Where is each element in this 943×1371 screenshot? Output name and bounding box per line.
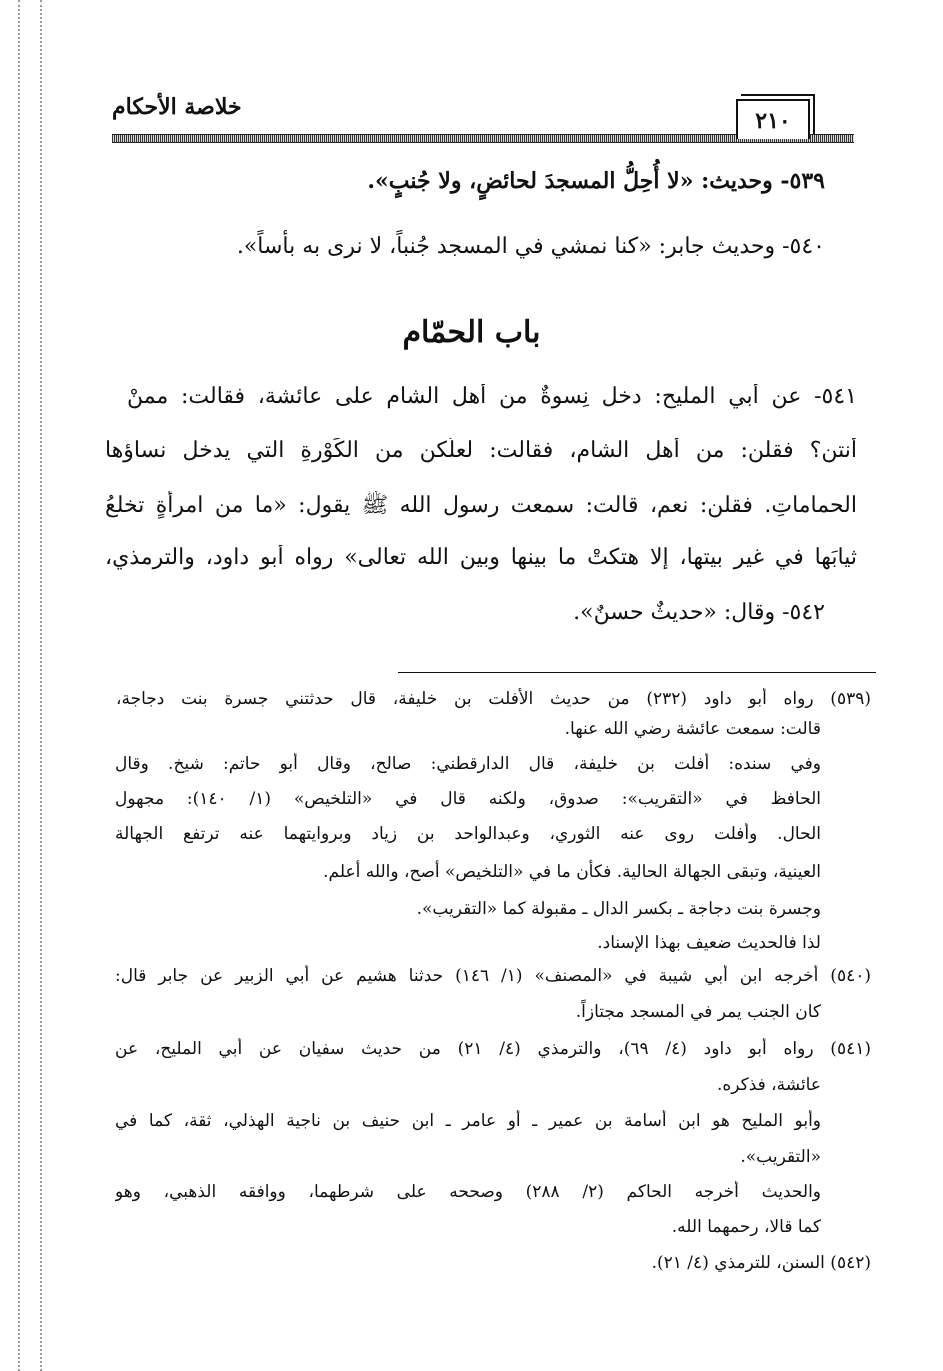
footnote-541-line-2: عائشة، فذكره. <box>716 1075 821 1095</box>
page-header <box>0 0 943 160</box>
footnote-539-line-2: قالت: سمعت عائشة رضي الله عنها. <box>564 719 821 739</box>
footnote-540-line-2: كان الجنب يمر في المسجد مجتازاً. <box>575 1002 821 1022</box>
chapter-title: باب الحمّام <box>402 315 541 350</box>
footnote-541-line-5: والحديث أخرجه الحاكم (٢/ ٢٨٨) وصححه على شرطهما، ووافقه الذهبي، وهو <box>115 1182 821 1202</box>
footnote-539-line-3: وفي سنده: أفلت بن خليفة، قال الدارقطني: صالح، وقال أبو حاتم: شيخ. وقال <box>115 754 821 774</box>
hadith-541-line-3: الحماماتِ. فقلن: نعم، قالت: سمعت رسول الله ﷺ يقول: «ما من امرأةٍ تخلعُ <box>105 493 857 518</box>
footnote-541-line-6: كما قالا، رحمهما الله. <box>671 1217 821 1237</box>
page-number: ٢١٠ <box>736 99 810 139</box>
footnote-separator <box>398 672 876 673</box>
footnote-541-line-4: «التقريب». <box>740 1147 821 1167</box>
footnote-539-line-1: (٥٣٩) رواه أبو داود (٢٣٢) من حديث الأفلت بن خليفة، قال حدثتني جسرة بنت دجاجة، <box>116 689 871 709</box>
footnote-541-line-3: وأبو المليح هو ابن أسامة بن عمير ـ أو عامر ـ ابن حنيف بن ناجية الهذلي، ثقة، كما في <box>115 1111 821 1131</box>
hadith-541-line-2: أنتن؟ فقلن: من أهل الشام، فقالت: لعلّكن من الكَوْرةِ التي يدخل نساؤها <box>105 438 857 463</box>
footnote-539-line-4: الحافظ في «التقريب»: صدوق، ولكنه قال في «التلخيص» (١/ ١٤٠): مجهول <box>115 789 821 809</box>
footnote-539-line-7: وجسرة بنت دجاجة ـ بكسر الدال ـ مقبولة كما «التقريب». <box>416 899 821 919</box>
footnote-539-line-8: لذا فالحديث ضعيف بهذا الإسناد. <box>597 933 821 953</box>
hadith-539: ٥٣٩- وحديث: «لا أُحِلُّ المسجدَ لحائضٍ، ولا جُنبٍ». <box>367 168 825 194</box>
footnote-539-line-5: الحال. وأفلت روى عنه الثوري، وعبدالواحد بن زياد وبروايتهما عنه ترتفع الجهالة <box>115 824 821 844</box>
footnote-539-line-6: العينية، وتبقى الجهالة الحالية. فكأن ما في «التلخيص» أصح، والله أعلم. <box>323 862 821 882</box>
hadith-540: ٥٤٠- وحديث جابر: «كنا نمشي في المسجد جُنباً، لا نرى به بأساً». <box>236 234 825 259</box>
hadith-541-line-1: ٥٤١- عن أبي المليح: دخل نِسوةٌ من أهل الشام على عائشة، فقالت: ممنْ <box>127 384 857 409</box>
left-margin-dots-outer <box>18 0 20 1371</box>
footnote-540-line-1: (٥٤٠) أخرجه ابن أبي شيبة في «المصنف» (١/ ١٤٦) حدثنا هشيم عن أبي الزبير عن جابر قال: <box>115 966 871 986</box>
left-margin-dots-inner <box>40 0 42 1371</box>
footnote-542-line-1: (٥٤٢) السنن، للترمذي (٤/ ٢١). <box>651 1253 871 1273</box>
footnote-541-line-1: (٥٤١) رواه أبو داود (٤/ ٦٩)، والترمذي (٤/ ٢١) من حديث سفيان عن أبي المليح، عن <box>115 1039 871 1059</box>
hadith-542: ٥٤٢- وقال: «حديثٌ حسنٌ». <box>573 600 825 625</box>
book-title: خلاصة الأحكام <box>112 94 242 120</box>
hadith-541-line-4: ثيابَها في غير بيتها، إلا هتكتْ ما بينها وبين الله تعالى» رواه أبو داود، والترمذي، <box>105 545 857 570</box>
